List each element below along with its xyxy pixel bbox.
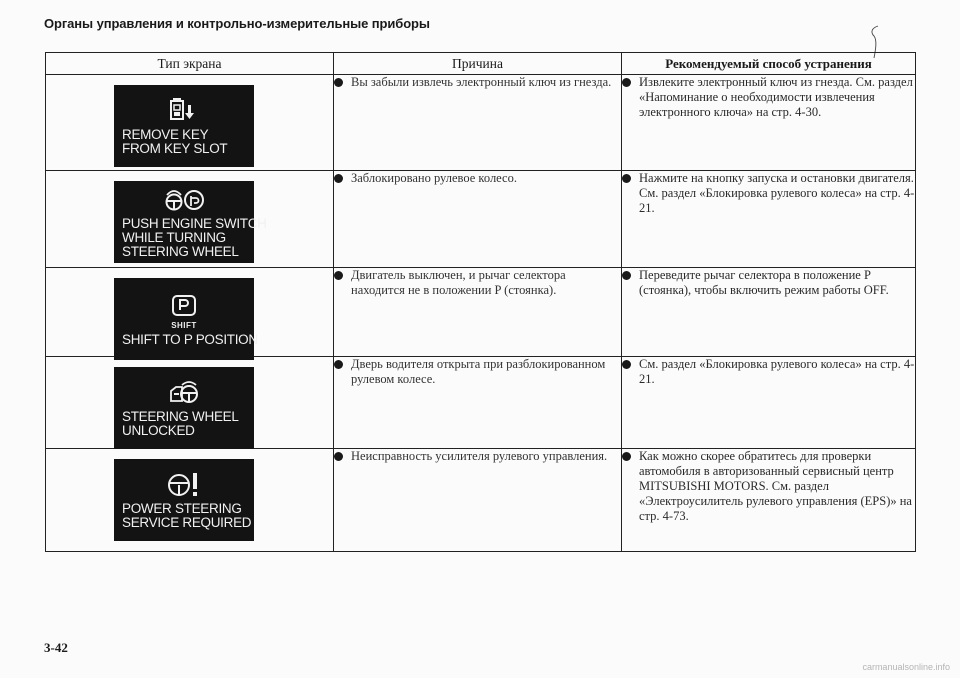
bullet-icon [334, 271, 343, 280]
cause-text: Двигатель выключен, и рычаг селектора находится не в положении P (стоянка). [351, 268, 566, 297]
bullet-icon [334, 452, 343, 461]
bullet-icon [622, 174, 631, 183]
cause-text: Неисправность усилителя рулевого управления. [351, 449, 608, 463]
bullet-icon [334, 360, 343, 369]
display-screen [114, 85, 254, 167]
solution-text: См. раздел «Блокировка рулевого колеса» на стр. 4-21. [639, 357, 915, 386]
page-number: 3-42 [44, 640, 68, 655]
table-row [46, 75, 916, 171]
solution-cell [622, 268, 916, 357]
bullet-icon [334, 78, 343, 87]
screen-text-line: UNLOCKED [122, 422, 195, 438]
bullet-icon [622, 78, 631, 87]
solution-text: Нажмите на кнопку запуска и остановки двигателя. См. раздел «Блокировка рулевого колеса» на стр. 4-21. [639, 171, 915, 215]
solution-text: Переведите рычаг селектора в положение P (стоянка), чтобы включить режим работы OFF. [639, 268, 889, 297]
solution-cell [622, 171, 916, 268]
column-header: Причина [334, 53, 622, 75]
table-row [46, 171, 916, 268]
screen-text-line: STEERING WHEEL [122, 408, 239, 424]
cause-cell [334, 449, 622, 552]
page-title: Органы управления и контрольно-измерительные приборы [44, 16, 430, 31]
cause-text: Дверь водителя открыта при разблокированном рулевом колесе. [351, 357, 606, 386]
screen-text-line: SERVICE REQUIRED [122, 514, 252, 530]
table-row [46, 449, 916, 552]
column-header: Тип экрана [46, 53, 334, 75]
screen-type-cell [46, 268, 334, 357]
cause-cell [334, 171, 622, 268]
screen-text-line: REMOVE KEY [122, 126, 209, 142]
display-screen [114, 181, 267, 263]
solution-cell [622, 75, 916, 171]
column-header: Рекомендуемый способ устранения [622, 53, 916, 75]
cause-cell [334, 357, 622, 449]
bullet-icon [334, 174, 343, 183]
shift-label: SHIFT [171, 320, 197, 330]
screen-text-line: SHIFT TO P POSITION [122, 331, 258, 347]
display-screen [114, 367, 254, 449]
screen-text-line: WHILE TURNING [122, 229, 226, 245]
cause-text: Вы забыли извлечь электронный ключ из гнезда. [351, 75, 612, 89]
table-header-row [46, 53, 916, 75]
screen-type-cell [46, 357, 334, 449]
screen-text-line: POWER STEERING [122, 500, 242, 516]
display-screen [114, 278, 258, 360]
bullet-icon [622, 360, 631, 369]
table-row [46, 268, 916, 357]
steering-warning-icon [122, 471, 246, 499]
steering-lock-push-icon [122, 186, 246, 214]
screen-type-cell [46, 449, 334, 552]
park-shift-icon [122, 292, 246, 320]
screen-text-line: FROM KEY SLOT [122, 140, 228, 156]
cause-text: Заблокировано рулевое колесо. [351, 171, 517, 185]
door-steering-icon [122, 379, 246, 407]
watermark: carmanualsonline.info [862, 662, 950, 672]
table-row [46, 357, 916, 449]
solution-cell [622, 449, 916, 552]
solution-cell [622, 357, 916, 449]
bullet-icon [622, 271, 631, 280]
screen-text-line: STEERING WHEEL [122, 243, 239, 259]
warning-table [45, 52, 916, 552]
cause-cell [334, 268, 622, 357]
screen-type-cell [46, 171, 334, 268]
screen-text-line: PUSH ENGINE SWITCH [122, 215, 267, 231]
screen-type-cell [46, 75, 334, 171]
bullet-icon [622, 452, 631, 461]
key-removal-icon [122, 97, 246, 125]
cause-cell [334, 75, 622, 171]
display-screen [114, 459, 254, 541]
solution-text: Извлеките электронный ключ из гнезда. См. раздел «Напоминание о необходимости извлечения электронного ключа» на стр. 4-30. [639, 75, 913, 119]
solution-text: Как можно скорее обратитесь для проверки автомобиля в авторизованный сервисный центр MITSUBISHI MOTORS. См. раздел «Электроусилитель рулевого управления (EPS)» на стр. 4-73. [639, 449, 912, 523]
